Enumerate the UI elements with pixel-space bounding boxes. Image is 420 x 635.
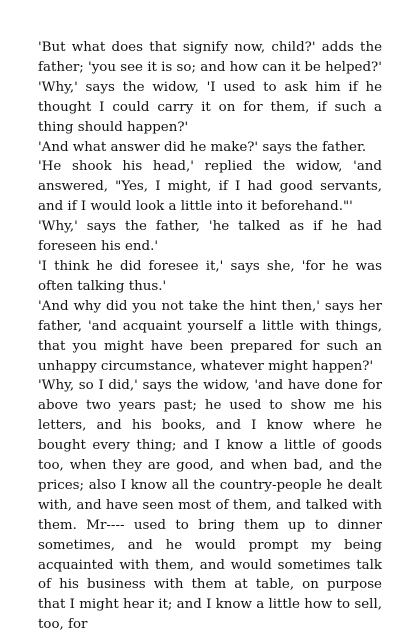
paragraph-5: 'Why,' says the father, 'he talked as if he had foreseen his end.'	[38, 219, 382, 255]
paragraph-1: 'But what does that signify now, child?' adds the father; 'you see it is so; and how can it be helped?'	[38, 40, 382, 75]
paragraph-7: 'And why did you not take the hint then,' says her father, 'and acquaint yourself a little with things, that you might have been prepared for such an unhappy circumstance, whatever might happen?'	[38, 298, 382, 374]
document-page	[38, 38, 382, 635]
paragraph-8: 'Why, so I did,' says the widow, 'and have done for above two years past; he used to show me his letters, and his books, and I know where he bought every thing; and I know a little of goods too, when they are good, and when bad, and the prices; also I know all the country-people he dealt with, and have seen most of them, and talked with them. Mr---- used to bring them up to dinner sometimes, and he would prompt my being acquainted with them, and would sometimes talk of his business with them at table, on purpose that I might hear it; and I know a little how to sell, too, for	[38, 378, 382, 633]
paragraph-2: 'Why,' says the widow, 'I used to ask him if he thought I could carry it on for them, if such a thing should happen?'	[38, 79, 382, 135]
paragraph-4: 'He shook his head,' replied the widow, 'and answered, "Yes, I might, if I had good servants, and if I would look a little into it beforehand."'	[38, 159, 382, 215]
paragraph-6: 'I think he did foresee it,' says she, 'for he was often talking thus.'	[38, 258, 382, 294]
paragraph-3: 'And what answer did he make?' says the father.	[38, 139, 367, 155]
